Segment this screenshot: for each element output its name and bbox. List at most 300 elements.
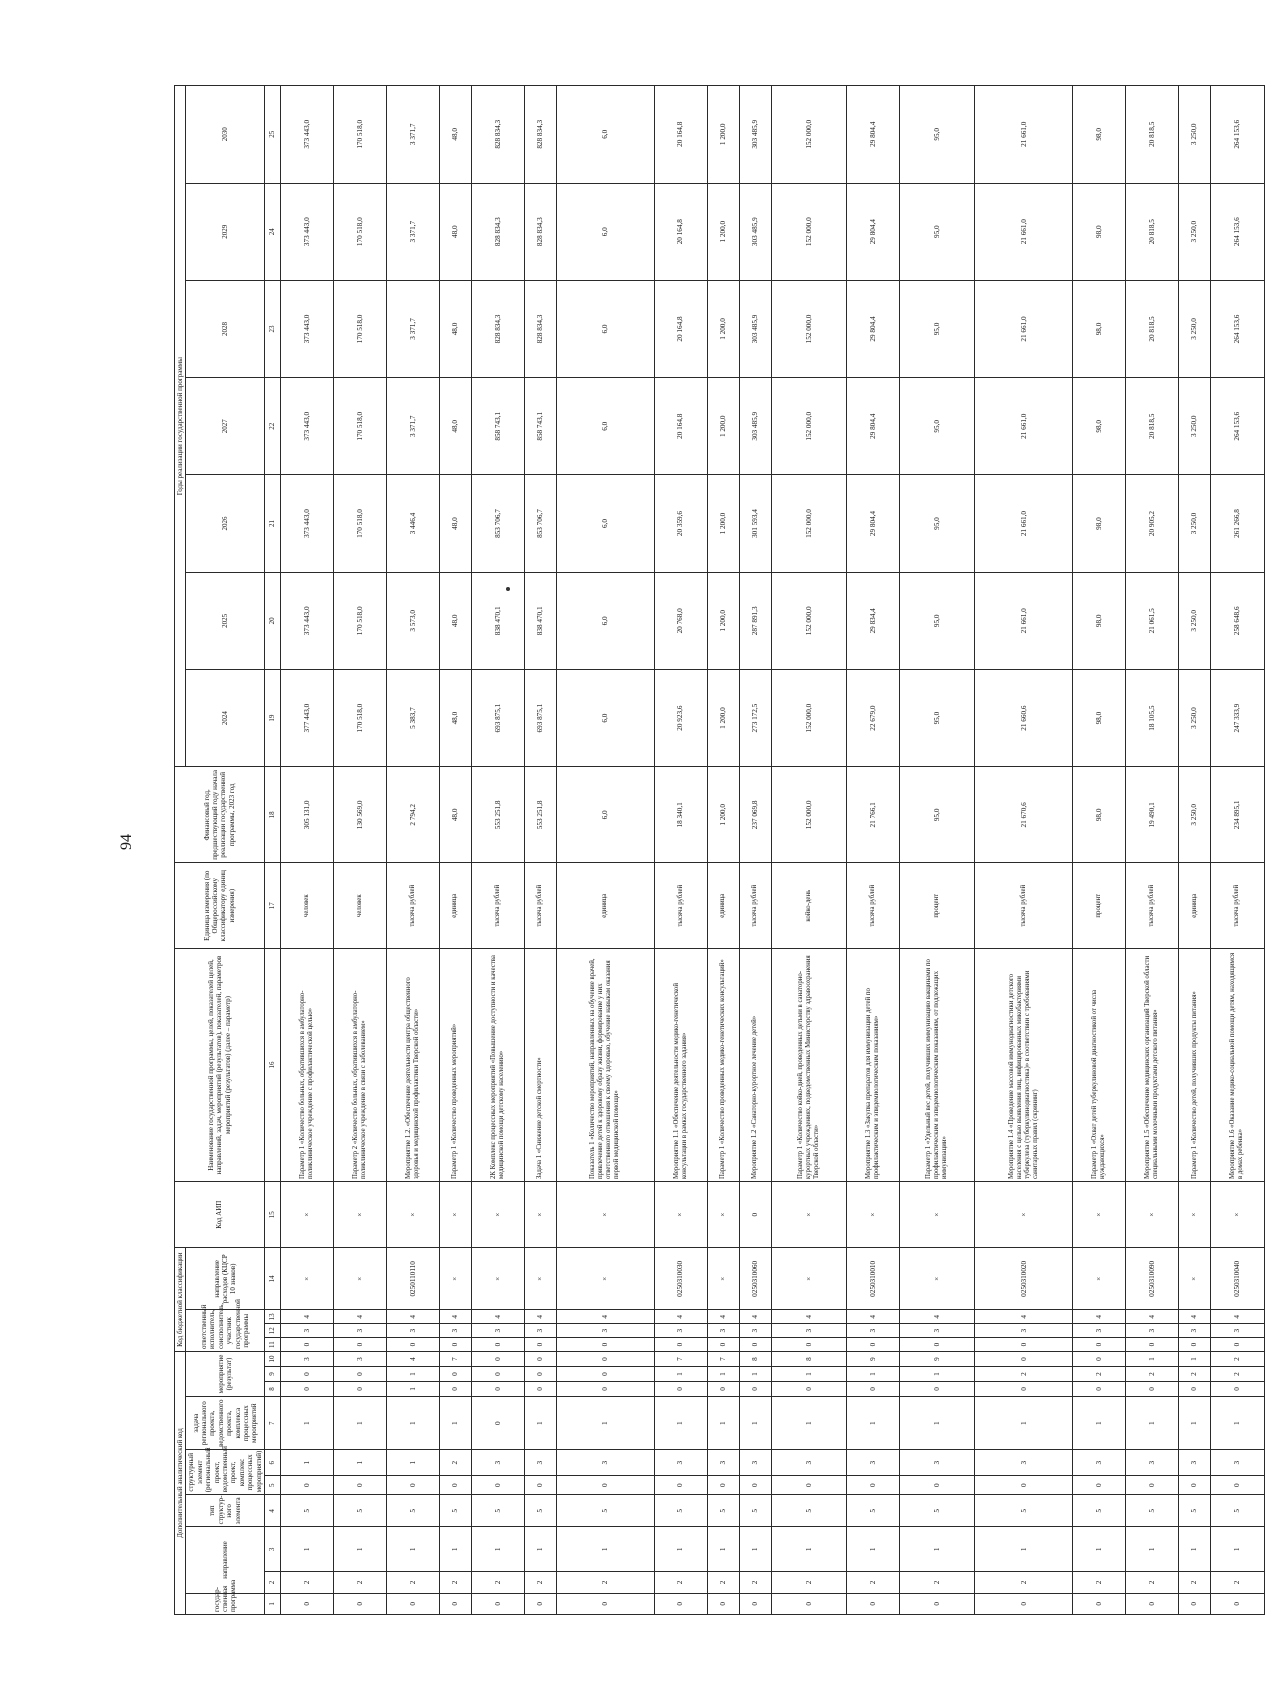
cell-unit: тысяча рублей — [739, 863, 771, 949]
cell-code-5: 0 — [333, 1476, 386, 1495]
cell-code-4: 5 — [1211, 1495, 1264, 1527]
cell-base-year: 130 569,0 — [333, 767, 386, 863]
cell-name: Мероприятие 1.2. «Обеспечение деятельности центра общественного здоровья и медицинской профилактики Тверской области» — [386, 948, 439, 1181]
cell-year-value: 21 661,0 — [975, 572, 1073, 669]
cell-year-value: 373 443,0 — [280, 86, 333, 184]
cell-code-11: 0 — [1126, 1338, 1179, 1352]
cell-year-value: 258 648,6 — [1211, 572, 1264, 669]
column-number: 25 — [264, 86, 280, 184]
cell-year-value: 18 105,5 — [1126, 669, 1179, 766]
cell-code-8: 0 — [771, 1382, 846, 1397]
cell-year-value: 693 875,1 — [524, 669, 556, 766]
cell-code-3: 1 — [654, 1527, 707, 1572]
cell-code-2: 2 — [1073, 1572, 1126, 1593]
cell-base-year: 21 766,1 — [847, 767, 900, 863]
cell-code-5: 0 — [1073, 1476, 1126, 1495]
cell-code-9: 1 — [739, 1367, 771, 1382]
cell-year-value: 303 485,9 — [739, 86, 771, 184]
cell-code-3: 1 — [280, 1527, 333, 1572]
cell-code-7: 1 — [1211, 1396, 1264, 1449]
cell-code-8: 0 — [333, 1382, 386, 1397]
cell-expense-direction: × — [556, 1248, 654, 1310]
cell-code-1: 0 — [1179, 1593, 1211, 1614]
header-executor: ответственный исполнитель, соисполнитель, участник государственной программы — [186, 1310, 265, 1352]
cell-code-13: 4 — [1179, 1310, 1211, 1324]
cell-year-value: 373 443,0 — [280, 572, 333, 669]
column-number: 22 — [264, 378, 280, 475]
cell-code-2: 2 — [739, 1572, 771, 1593]
cell-base-year: 305 131,0 — [280, 767, 333, 863]
cell-base-year: 553 251,8 — [471, 767, 524, 863]
cell-code-3: 1 — [1126, 1527, 1179, 1572]
cell-year-value: 21 661,0 — [975, 475, 1073, 572]
cell-expense-direction: × — [771, 1248, 846, 1310]
cell-year-value: 303 485,9 — [739, 378, 771, 475]
cell-code-6: 1 — [280, 1450, 333, 1476]
cell-code-12: 3 — [900, 1324, 975, 1338]
cell-code-3: 1 — [1179, 1527, 1211, 1572]
cell-year-value: 1 200,0 — [707, 280, 739, 377]
cell-year-value: 1 200,0 — [707, 475, 739, 572]
cell-code-13: 4 — [280, 1310, 333, 1324]
column-number: 11 — [264, 1338, 280, 1352]
cell-code-11: 0 — [654, 1338, 707, 1352]
cell-name: Параметр 1 «Удельный вес детей, получивших иммунизацию вакцинами по профилактическим и эпидемиологическим показаниям, от подлежащих иммунизации» — [900, 948, 975, 1181]
cell-code-7: 1 — [556, 1396, 654, 1449]
cell-code-2: 2 — [975, 1572, 1073, 1593]
cell-code-8: 0 — [847, 1382, 900, 1397]
cell-code-5: 0 — [739, 1476, 771, 1495]
cell-year-value: 273 172,5 — [739, 669, 771, 766]
column-number: 5 — [264, 1476, 280, 1495]
header-year-2027: 2027 — [186, 378, 265, 475]
cell-code-6: 2 — [439, 1450, 471, 1476]
cell-code-2: 2 — [771, 1572, 846, 1593]
cell-code-12: 3 — [439, 1324, 471, 1338]
cell-code-9: 0 — [556, 1367, 654, 1382]
column-number: 2 — [264, 1572, 280, 1593]
cell-name: Мероприятие 1.3 «Закупка препаратов для иммунизации детей по профилактическим и эпидемиологическим показаниям» — [847, 948, 900, 1181]
cell-year-value: 98,0 — [1073, 669, 1126, 766]
cell-year-value: 828 834,3 — [524, 280, 556, 377]
cell-code-9: 2 — [975, 1367, 1073, 1382]
cell-code-12: 3 — [1179, 1324, 1211, 1338]
cell-code-6: 3 — [707, 1450, 739, 1476]
cell-code-10: 2 — [1211, 1352, 1264, 1367]
cell-code-9: 1 — [900, 1367, 975, 1382]
cell-code-8: 0 — [556, 1382, 654, 1397]
cell-year-value: 6,0 — [556, 475, 654, 572]
cell-code-4: 5 — [524, 1495, 556, 1527]
cell-code-11: 0 — [739, 1338, 771, 1352]
cell-unit: тысяча рублей — [654, 863, 707, 949]
table-row — [1126, 86, 1179, 1615]
cell-expense-direction: × — [524, 1248, 556, 1310]
cell-base-year: 237 069,8 — [739, 767, 771, 863]
cell-unit: процент — [1073, 863, 1126, 949]
cell-code-4: 5 — [1179, 1495, 1211, 1527]
cell-code-6: 3 — [524, 1450, 556, 1476]
cell-code-10: 3 — [280, 1352, 333, 1367]
cell-code-10: 9 — [900, 1352, 975, 1367]
cell-name: Мероприятие 1.1 «Обеспечение деятельности медико-генетической консультации в рамках государственного задания» — [654, 948, 707, 1181]
cell-code-13: 4 — [654, 1310, 707, 1324]
cell-code-1: 0 — [386, 1593, 439, 1614]
column-number: 16 — [264, 948, 280, 1181]
cell-year-value: 6,0 — [556, 572, 654, 669]
cell-code-1: 0 — [707, 1593, 739, 1614]
cell-year-value: 373 443,0 — [280, 378, 333, 475]
cell-year-value: 303 485,9 — [739, 280, 771, 377]
cell-year-value: 838 470,1 — [471, 572, 524, 669]
cell-code-2: 2 — [1211, 1572, 1264, 1593]
column-number: 23 — [264, 280, 280, 377]
cell-year-value: 29 804,4 — [847, 280, 900, 377]
cell-year-value: 853 706,7 — [471, 475, 524, 572]
cell-year-value: 48,0 — [439, 86, 471, 184]
cell-year-value: 95,0 — [900, 378, 975, 475]
cell-code-5: 0 — [707, 1476, 739, 1495]
cell-code-7: 1 — [524, 1396, 556, 1449]
cell-code-6: 3 — [471, 1450, 524, 1476]
cell-code-10: 0 — [524, 1352, 556, 1367]
cell-aip-code: × — [847, 1182, 900, 1248]
cell-year-value: 95,0 — [900, 86, 975, 184]
cell-code-1: 0 — [1126, 1593, 1179, 1614]
cell-year-value: 170 518,0 — [333, 572, 386, 669]
cell-aip-code: × — [975, 1182, 1073, 1248]
cell-code-10: 1 — [1126, 1352, 1179, 1367]
cell-unit: единица — [707, 863, 739, 949]
column-number: 13 — [264, 1310, 280, 1324]
cell-base-year: 6,0 — [556, 767, 654, 863]
cell-year-value: 3 371,7 — [386, 86, 439, 184]
cell-base-year: 234 895,1 — [1211, 767, 1264, 863]
table-row — [975, 86, 1073, 1615]
cell-code-2: 2 — [386, 1572, 439, 1593]
cell-code-7: 1 — [707, 1396, 739, 1449]
cell-year-value: 261 266,8 — [1211, 475, 1264, 572]
cell-code-8: 0 — [439, 1382, 471, 1397]
cell-code-1: 0 — [654, 1593, 707, 1614]
header-gov-program: государ-ственная программа — [186, 1593, 265, 1614]
cell-year-value: 98,0 — [1073, 86, 1126, 184]
cell-year-value: 20 164,8 — [654, 183, 707, 280]
cell-code-3: 1 — [707, 1527, 739, 1572]
cell-year-value: 21 661,0 — [975, 378, 1073, 475]
cell-code-13: 4 — [1073, 1310, 1126, 1324]
cell-code-6: 3 — [847, 1450, 900, 1476]
cell-code-2: 2 — [1126, 1572, 1179, 1593]
cell-aip-code: × — [524, 1182, 556, 1248]
cell-code-7: 1 — [333, 1396, 386, 1449]
cell-code-9: 1 — [771, 1367, 846, 1382]
cell-code-5: 0 — [900, 1476, 975, 1495]
cell-code-9: 0 — [524, 1367, 556, 1382]
table-row — [439, 86, 471, 1615]
cell-code-9: 2 — [1126, 1367, 1179, 1382]
cell-base-year: 1 200,0 — [707, 767, 739, 863]
cell-unit: койко-день — [771, 863, 846, 949]
cell-code-10: 0 — [975, 1352, 1073, 1367]
cell-code-8: 0 — [739, 1382, 771, 1397]
cell-year-value: 1 200,0 — [707, 183, 739, 280]
cell-year-value: 5 383,7 — [386, 669, 439, 766]
cell-year-value: 152 000,0 — [771, 669, 846, 766]
cell-code-12: 3 — [654, 1324, 707, 1338]
cell-code-3: 1 — [975, 1527, 1073, 1572]
cell-year-value: 20 768,0 — [654, 572, 707, 669]
cell-name: Параметр 1 «Количество больных, обратившихся в амбулаторно-поликлиническое учреждение с профилактической целью» — [280, 948, 333, 1181]
cell-code-5: 0 — [975, 1476, 1073, 1495]
cell-year-value: 98,0 — [1073, 183, 1126, 280]
cell-code-8: 0 — [1073, 1382, 1126, 1397]
cell-name: Параметр 1 «Охват детей туберкулиновой диагностикой от числа нуждающихся» — [1073, 948, 1126, 1181]
table-row — [739, 86, 771, 1615]
cell-code-11: 0 — [556, 1338, 654, 1352]
table-row — [707, 86, 739, 1615]
cell-code-6: 3 — [556, 1450, 654, 1476]
cell-code-9: 0 — [471, 1367, 524, 1382]
cell-year-value: 3 250,0 — [1179, 572, 1211, 669]
table-row — [333, 86, 386, 1615]
cell-code-10: 3 — [333, 1352, 386, 1367]
cell-code-5: 0 — [471, 1476, 524, 1495]
cell-unit: единица — [1179, 863, 1211, 949]
cell-year-value: 29 804,4 — [847, 475, 900, 572]
cell-code-13: 4 — [386, 1310, 439, 1324]
header-budget-code: Код бюджетной классификации — [175, 1248, 186, 1352]
cell-year-value: 858 743,1 — [524, 378, 556, 475]
cell-code-13: 4 — [707, 1310, 739, 1324]
cell-year-value: 20 818,5 — [1126, 378, 1179, 475]
cell-year-value: 95,0 — [900, 475, 975, 572]
cell-expense-direction: 0250110110 — [386, 1248, 439, 1310]
column-number: 14 — [264, 1248, 280, 1310]
cell-code-12: 3 — [1073, 1324, 1126, 1338]
cell-code-5: 0 — [847, 1476, 900, 1495]
cell-code-13: 4 — [1126, 1310, 1179, 1324]
cell-year-value: 98,0 — [1073, 378, 1126, 475]
cell-code-9: 0 — [439, 1367, 471, 1382]
cell-year-value: 152 000,0 — [771, 475, 846, 572]
table-row — [524, 86, 556, 1615]
cell-year-value: 98,0 — [1073, 280, 1126, 377]
cell-year-value: 152 000,0 — [771, 86, 846, 184]
cell-base-year: 553 251,8 — [524, 767, 556, 863]
cell-code-8: 0 — [1211, 1382, 1264, 1397]
cell-code-2: 2 — [1179, 1572, 1211, 1593]
cell-code-13: 4 — [1211, 1310, 1264, 1324]
header-name: Наименование государственной программы, целей, показателей целей, направлений, задач, мероприятий (результатов), показателей, параметров мероприятий (результатов) (далее – параметр) — [175, 948, 265, 1181]
cell-year-value: 29 834,4 — [847, 572, 900, 669]
cell-aip-code: × — [333, 1182, 386, 1248]
cell-code-10: 0 — [471, 1352, 524, 1367]
header-structural-element: структурный элемент (региональный проект, ведомственный проект, комплекс процессных мероприятий) — [186, 1450, 265, 1495]
cell-unit: единица — [556, 863, 654, 949]
cell-expense-direction: × — [333, 1248, 386, 1310]
cell-base-year: 18 340,1 — [654, 767, 707, 863]
cell-code-3: 1 — [900, 1527, 975, 1572]
cell-code-5: 0 — [524, 1476, 556, 1495]
cell-year-value: 3 250,0 — [1179, 378, 1211, 475]
header-year-2030: 2030 — [186, 86, 265, 184]
cell-code-11: 0 — [386, 1338, 439, 1352]
cell-year-value: 6,0 — [556, 86, 654, 184]
cell-aip-code: 0 — [739, 1182, 771, 1248]
cell-year-value: 3 250,0 — [1179, 183, 1211, 280]
cell-year-value: 20 359,6 — [654, 475, 707, 572]
cell-name: Мероприятие 1.2 «Санаторно-курортное лечение детей» — [739, 948, 771, 1181]
cell-year-value: 29 804,4 — [847, 183, 900, 280]
cell-year-value: 3 371,7 — [386, 378, 439, 475]
cell-code-10: 0 — [556, 1352, 654, 1367]
cell-aip-code: × — [1126, 1182, 1179, 1248]
cell-code-5: 0 — [1211, 1476, 1264, 1495]
cell-year-value: 828 834,3 — [471, 280, 524, 377]
cell-code-5: 0 — [771, 1476, 846, 1495]
cell-aip-code: × — [1179, 1182, 1211, 1248]
cell-year-value: 20 164,8 — [654, 280, 707, 377]
cell-code-4: 5 — [654, 1495, 707, 1527]
cell-code-1: 0 — [975, 1593, 1073, 1614]
cell-code-3: 1 — [847, 1527, 900, 1572]
cell-code-11: 0 — [975, 1338, 1073, 1352]
header-measure: мероприятие (результат) — [186, 1352, 265, 1397]
column-number: 19 — [264, 669, 280, 766]
header-task: задача регионального проекта, ведомственного проекта, комплекса процессных мероприятий — [186, 1396, 265, 1449]
cell-code-7: 1 — [771, 1396, 846, 1449]
cell-year-value: 170 518,0 — [333, 475, 386, 572]
cell-unit: единица — [439, 863, 471, 949]
column-number: 7 — [264, 1396, 280, 1449]
cell-base-year: 19 490,1 — [1126, 767, 1179, 863]
cell-code-13: 4 — [975, 1310, 1073, 1324]
cell-code-13: 4 — [333, 1310, 386, 1324]
cell-year-value: 6,0 — [556, 183, 654, 280]
table-row — [1179, 86, 1211, 1615]
cell-code-11: 0 — [280, 1338, 333, 1352]
cell-expense-direction: × — [900, 1248, 975, 1310]
cell-aip-code: × — [707, 1182, 739, 1248]
cell-year-value: 21 660,6 — [975, 669, 1073, 766]
cell-code-4: 5 — [900, 1495, 975, 1527]
cell-aip-code: × — [771, 1182, 846, 1248]
cell-year-value: 828 834,3 — [524, 183, 556, 280]
cell-year-value: 853 706,7 — [524, 475, 556, 572]
cell-year-value: 20 818,5 — [1126, 280, 1179, 377]
column-number: 18 — [264, 767, 280, 863]
cell-year-value: 828 834,3 — [524, 86, 556, 184]
cell-code-4: 5 — [439, 1495, 471, 1527]
header-year-2025: 2025 — [186, 572, 265, 669]
cell-code-11: 0 — [333, 1338, 386, 1352]
cell-year-value: 95,0 — [900, 572, 975, 669]
cell-code-1: 0 — [847, 1593, 900, 1614]
column-number: 1 — [264, 1593, 280, 1614]
cell-expense-direction: × — [280, 1248, 333, 1310]
header-element-type: тип структур-ного элемента — [186, 1495, 265, 1527]
cell-code-9: 2 — [1211, 1367, 1264, 1382]
cell-code-10: 8 — [771, 1352, 846, 1367]
cell-code-2: 2 — [707, 1572, 739, 1593]
cell-code-3: 1 — [333, 1527, 386, 1572]
cell-year-value: 21 061,5 — [1126, 572, 1179, 669]
cell-year-value: 152 000,0 — [771, 378, 846, 475]
cell-code-3: 1 — [439, 1527, 471, 1572]
table-row — [771, 86, 846, 1615]
column-number: 17 — [264, 863, 280, 949]
cell-name: Мероприятие 1.5 «Обеспечение медицинских организаций Тверской области специальными молочными продуктами детского питания» — [1126, 948, 1179, 1181]
cell-code-5: 0 — [1179, 1476, 1211, 1495]
cell-name: 2К Комплекс процессных мероприятий «Повышение доступности и качества медицинской помощи детскому населению» — [471, 948, 524, 1181]
cell-year-value: 303 485,9 — [739, 183, 771, 280]
cell-code-11: 0 — [771, 1338, 846, 1352]
cell-unit: тысяча рублей — [847, 863, 900, 949]
column-number: 20 — [264, 572, 280, 669]
cell-code-13: 4 — [771, 1310, 846, 1324]
cell-code-8: 0 — [900, 1382, 975, 1397]
cell-year-value: 48,0 — [439, 280, 471, 377]
cell-code-9: 1 — [707, 1367, 739, 1382]
cell-expense-direction: × — [1179, 1248, 1211, 1310]
cell-year-value: 3 250,0 — [1179, 86, 1211, 184]
cell-aip-code: × — [556, 1182, 654, 1248]
cell-code-10: 9 — [847, 1352, 900, 1367]
cell-code-10: 8 — [739, 1352, 771, 1367]
header-aip-code: Код АИП — [175, 1182, 265, 1248]
cell-base-year: 152 000,0 — [771, 767, 846, 863]
cell-code-8: 0 — [975, 1382, 1073, 1397]
header-years-title: Годы реализации государственной программы — [175, 86, 186, 767]
cell-year-value: 20 164,8 — [654, 378, 707, 475]
cell-code-12: 3 — [386, 1324, 439, 1338]
cell-code-12: 3 — [333, 1324, 386, 1338]
cell-code-3: 1 — [739, 1527, 771, 1572]
cell-expense-direction: 0250310090 — [1126, 1248, 1179, 1310]
cell-code-4: 5 — [739, 1495, 771, 1527]
cell-code-5: 0 — [386, 1476, 439, 1495]
cell-year-value: 3 573,0 — [386, 572, 439, 669]
cell-code-13: 4 — [847, 1310, 900, 1324]
cell-year-value: 48,0 — [439, 572, 471, 669]
cell-year-value: 377 443,0 — [280, 669, 333, 766]
cell-unit: человек — [333, 863, 386, 949]
cell-year-value: 264 153,6 — [1211, 183, 1264, 280]
cell-unit: тысяча рублей — [975, 863, 1073, 949]
column-number: 9 — [264, 1367, 280, 1382]
cell-year-value: 1 200,0 — [707, 669, 739, 766]
cell-year-value: 1 200,0 — [707, 572, 739, 669]
cell-code-4: 5 — [707, 1495, 739, 1527]
cell-year-value: 3 250,0 — [1179, 280, 1211, 377]
table-row — [1073, 86, 1126, 1615]
cell-code-4: 5 — [471, 1495, 524, 1527]
cell-year-value: 3 371,7 — [386, 280, 439, 377]
cell-code-4: 5 — [975, 1495, 1073, 1527]
cell-code-3: 1 — [524, 1527, 556, 1572]
cell-code-1: 0 — [333, 1593, 386, 1614]
cell-code-12: 3 — [556, 1324, 654, 1338]
cell-year-value: 3 250,0 — [1179, 669, 1211, 766]
cell-year-value: 29 804,4 — [847, 378, 900, 475]
cell-code-10: 4 — [386, 1352, 439, 1367]
cell-unit: процент — [900, 863, 975, 949]
cell-code-9: 1 — [654, 1367, 707, 1382]
cell-year-value: 21 661,0 — [975, 86, 1073, 184]
cell-code-4: 5 — [847, 1495, 900, 1527]
cell-year-value: 48,0 — [439, 183, 471, 280]
